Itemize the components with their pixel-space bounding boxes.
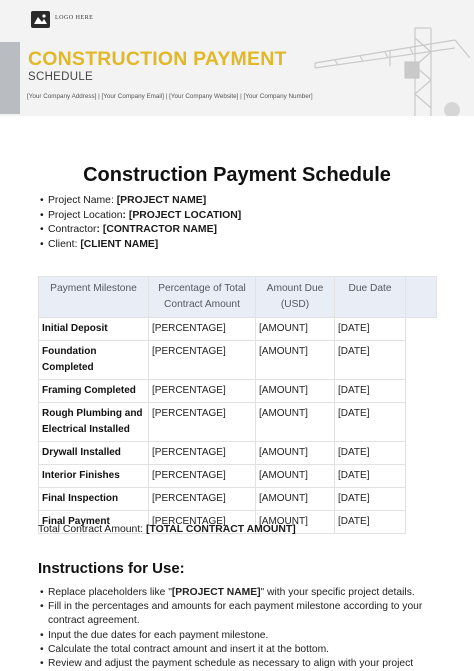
project-location-label: Project Location <box>48 209 123 221</box>
company-contact-line: [Your Company Address] | [Your Company Email] | [Your Company Website] | [Your Company Number] <box>27 93 313 100</box>
due-date-cell: [DATE] <box>335 341 406 380</box>
milestone-cell: Final Inspection <box>39 488 149 511</box>
amount-cell: [AMOUNT] <box>256 442 335 465</box>
instructions-list <box>40 586 440 671</box>
column-header-due-date: Due Date <box>335 277 406 318</box>
percentage-cell: [PERCENTAGE] <box>149 380 256 403</box>
column-header-milestone: Payment Milestone <box>39 277 149 318</box>
percentage-cell: [PERCENTAGE] <box>149 465 256 488</box>
table-row <box>39 488 437 511</box>
amount-cell: [AMOUNT] <box>256 488 335 511</box>
due-date-cell: [DATE] <box>335 442 406 465</box>
project-name-value: [PROJECT NAME] <box>116 195 207 206</box>
milestone-cell: Rough Plumbing and Electrical Installed <box>39 403 149 442</box>
due-date-cell: [DATE] <box>335 403 406 442</box>
table-row <box>39 341 437 380</box>
table-row <box>39 442 437 465</box>
amount-cell: [AMOUNT] <box>256 511 335 534</box>
table-header-row <box>39 277 437 318</box>
blank-cell <box>406 341 437 380</box>
due-date-cell: [DATE] <box>335 511 406 534</box>
percentage-cell: [PERCENTAGE] <box>149 511 256 534</box>
project-location-value: : [PROJECT LOCATION] <box>122 209 242 221</box>
milestone-cell: Framing Completed <box>39 380 149 403</box>
column-header-percentage: Percentage of Total Contract Amount <box>149 277 256 318</box>
instruction-text: Fill in the percentages and amounts for each payment milestone according to your contract agreement. <box>48 601 423 627</box>
milestone-cell: Foundation Completed <box>39 341 149 380</box>
instruction-item <box>40 657 440 671</box>
total-contract-amount <box>38 524 296 535</box>
milestone-cell: Initial Deposit <box>39 318 149 341</box>
instruction-text-end: " with your specific project details. <box>260 587 415 598</box>
column-header-blank <box>406 277 437 318</box>
project-name-item <box>40 194 241 209</box>
table-row <box>39 318 437 341</box>
due-date-cell: [DATE] <box>335 488 406 511</box>
instruction-text: Replace placeholders like " <box>48 587 172 598</box>
amount-cell: [AMOUNT] <box>256 318 335 341</box>
project-info-list <box>40 194 241 252</box>
blank-cell <box>406 403 437 442</box>
instruction-item <box>40 600 440 628</box>
column-header-amount: Amount Due (USD) <box>256 277 335 318</box>
blank-cell <box>406 442 437 465</box>
contractor-value: : [CONTRACTOR NAME] <box>96 224 217 235</box>
milestone-cell: Final Payment <box>39 511 149 534</box>
due-date-cell: [DATE] <box>335 318 406 341</box>
instruction-text: Review and adjust the payment schedule as necessary to align with your project <box>48 658 414 670</box>
client-item <box>40 238 241 253</box>
percentage-cell: [PERCENTAGE] <box>149 341 256 380</box>
percentage-cell: [PERCENTAGE] <box>149 403 256 442</box>
percentage-cell: [PERCENTAGE] <box>149 488 256 511</box>
amount-cell: [AMOUNT] <box>256 403 335 442</box>
instruction-item <box>40 629 440 643</box>
table-row <box>39 403 437 442</box>
document-title: Construction Payment Schedule <box>83 164 391 186</box>
payment-schedule-table <box>38 276 437 534</box>
instruction-text: Calculate the total contract amount and insert it at the bottom. <box>48 643 330 655</box>
table-row <box>39 380 437 403</box>
blank-cell <box>406 465 437 488</box>
total-value: [TOTAL CONTRACT AMOUNT] <box>146 524 296 535</box>
due-date-cell: [DATE] <box>335 380 406 403</box>
instruction-item <box>40 586 440 600</box>
percentage-cell: [PERCENTAGE] <box>149 442 256 465</box>
blank-cell <box>406 488 437 511</box>
instruction-bold: [PROJECT NAME] <box>171 587 261 598</box>
total-label: Total Contract Amount: <box>38 524 146 535</box>
blank-cell <box>406 511 437 534</box>
project-name-label: Project Name: <box>48 195 117 206</box>
instruction-item <box>40 643 440 657</box>
contractor-item <box>40 223 241 238</box>
milestone-cell: Interior Finishes <box>39 465 149 488</box>
header-accent-bar <box>0 42 20 114</box>
table-row <box>39 465 437 488</box>
logo-icon <box>31 11 50 28</box>
amount-cell: [AMOUNT] <box>256 465 335 488</box>
instructions-title: Instructions for Use: <box>38 560 185 577</box>
contractor-label: Contractor <box>48 224 97 235</box>
logo-text: LOGO HERE <box>55 15 94 21</box>
crane-illustration <box>305 18 474 116</box>
amount-cell: [AMOUNT] <box>256 380 335 403</box>
due-date-cell: [DATE] <box>335 465 406 488</box>
project-location-item <box>40 209 241 224</box>
milestone-cell: Drywall Installed <box>39 442 149 465</box>
header-title: CONSTRUCTION PAYMENT <box>28 48 287 70</box>
amount-cell: [AMOUNT] <box>256 341 335 380</box>
blank-cell <box>406 380 437 403</box>
percentage-cell: [PERCENTAGE] <box>149 318 256 341</box>
instruction-text: Input the due dates for each payment milestone. <box>48 629 269 641</box>
client-value: [CLIENT NAME] <box>80 238 159 250</box>
blank-cell <box>406 318 437 341</box>
header-subtitle: SCHEDULE <box>28 71 94 83</box>
document-header <box>0 0 474 116</box>
client-label: Client: <box>48 238 81 250</box>
